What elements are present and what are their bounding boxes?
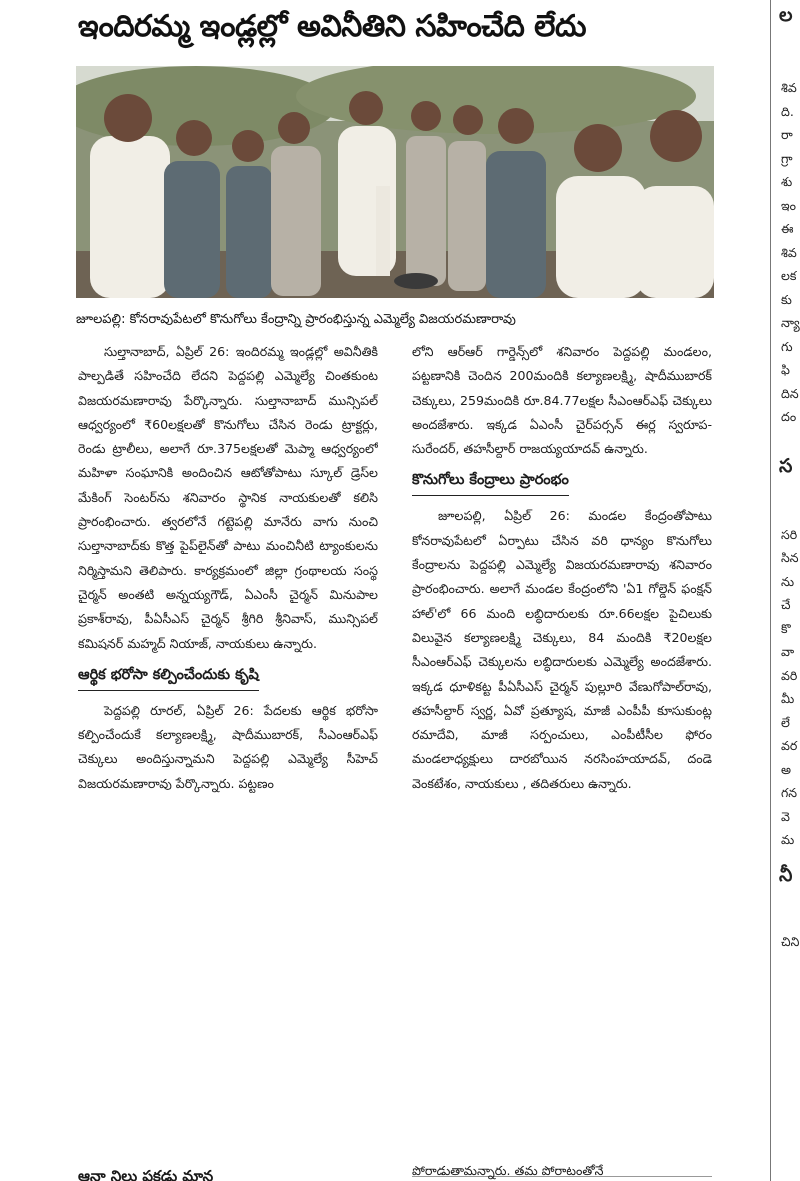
edge-line: కొ [781,620,791,636]
subheading-financial-support: ఆర్థిక భరోసా కల్పించేందుకు కృషి [78,662,259,691]
edge-line: ఈ [781,221,794,236]
edge-heading: ల [779,4,793,26]
edge-spacer [771,481,800,523]
crowd-illustration [76,66,714,298]
edge-spacer [771,890,800,930]
edge-line: లక [781,268,797,283]
edge-line: శు [781,174,793,189]
bottom-next-line: పోరాడుతామన్నారు. తమ పోరాటంతోనే [412,1163,604,1178]
edge-line: ఫి [781,362,790,377]
headline: ఇందిరమ్మ ఇండ్లల్లో అవినీతిని సహించేది లేదు [78,9,587,44]
edge-line: వె [781,808,790,824]
edge-line: కు [781,291,792,307]
edge-line: చే [781,597,791,612]
edge-line: వర [781,738,798,753]
article-body-julapalli: జూలపల్లి, ఏప్రిల్ 26: మండల కేంద్రంతోపాటు కోనరావుపేటలో ఏర్పాటు చేసిన వరి ధాన్యం కొనుగోలు కేంద్రాలను పెద్దపల్లి ఎమ్మెల్యే విజయరమణారావు శనివారం ప్రారంభించారు. అలాగే మండల కేంద్రంలోని 'ఏ1 గోల్డెన్ ఫంక్షన్ హాల్'లో 66 మంది లబ్ధిదారులకు రూ.66లక్షల పైచిలుకు విలువైన కల్యాణలక్ష్మి చెక్కులు, 84 మందికి ₹20లక్షల సీఎంఆర్ఎఫ్ చెక్కులను లబ్ధిదారులకు ఎమ్మెల్యే అందజేశారు. ఇక్కడ ధూళికట్ట పీఏసీఎస్ చైర్మన్ పుల్లూరి వేణుగోపాల్‌రావు, తహసీల్దార్ స్వర్ణ, ఏవో ప్రత్యూష, మాజీ ఎంపీపీ కూసుకుంట్ల రమాదేవి, మాజీ సర్పంచులు, ఎంపీటీసీల ఫోరం మండలాధ్యక్షులు దారబోయిన నరసింహయాదవ్, దండె వెంకటేశం, నాయకులు , తదితరులు ఉన్నారు. [412,508,712,791]
edge-line: సరి [781,526,798,542]
edge-heading: నీ [779,863,793,886]
edge-line: దం [781,409,797,424]
edge-line: చిని [781,933,800,949]
edge-line: ది. [781,103,794,119]
edge-spacer [771,30,800,76]
edge-line: గు [781,338,793,354]
bottom-cut-heading: ఆనా నిలు పకడు మాన [78,1168,214,1181]
edge-spacer [771,429,800,451]
edge-line: గన [781,785,798,800]
edge-line: ను [781,573,795,589]
edge-line: గ్రా [781,150,793,166]
edge-line: న్యా [781,315,800,330]
edge-heading: స [779,454,793,477]
edge-line: వరి [781,667,798,683]
edge-line: వా [781,644,795,659]
edge-line: దిన [781,385,799,401]
article-body-peddapalli: పెద్దపల్లి రూరల్, ఏప్రిల్ 26: పేదలకు ఆర్థిక భరోసా కల్పించేందుకే కల్యాణలక్ష్మి, షాదీముబారక్, సీఎంఆర్ఎఫ్ చెక్కులు అందిస్తున్నామని పెద్దపల్లి ఎమ్మెల్యే సీహెచ్ విజయరమణారావు పేర్కొన్నారు. పట్టణం [78,702,378,791]
article-body-sultanabad: సుల్తానాబాద్, ఏప్రిల్ 26: ఇందిరమ్మ ఇండ్లల్లో అవినీతికి పాల్పడితే సహించేది లేదని పెద్దపల్లి ఎమ్మెల్యే చింతకుంట విజయరమణారావు పేర్కొన్నారు. సుల్తానాబాద్ మున్సిపల్ ఆధ్వర్యంలో ₹60లక్షలతో కొనుగోలు చేసిన రెండు ట్రాక్టర్లు, రెండు ట్రాలీలు, అలాగే రూ.375లక్షలతో మెప్మా ఆధ్వర్యంలో మహిళా సంఘానికి అందించిన ఆటోతోపాటు స్కూల్ డ్రెస్‌ల మేకింగ్ సెంటర్‌ను శనివారం స్థానిక నాయకులతో కలిసి ప్రారంభించారు. త్వరలోనే గట్టెపల్లి మానేరు వాగు నుంచి సుల్తానాబాద్‌కు కొత్త పైప్‌లైన్‌తో పాటు మంచినీటి ట్యాంకులను నిర్మిస్తామని తెలిపారు. కార్యక్రమంలో జిల్లా గ్రంథాలయ సంస్థ చైర్మన్ అంతటి అన్నయ్యగౌడ్, ఏఎంసీ చైర్మన్ మినుపాల ప్రకాశ్‌రావు, పీఏసీఎస్ చైర్మన్ శ్రీగిరి శ్రీనివాస్, మున్సిపల్ కమిషనర్ మహ్మద్ నియాజ్, నాయకులు ఉన్నారు. [78,344,378,651]
left-column [78,340,378,1170]
edge-line: మ [781,832,795,847]
edge-line: మీ [781,691,795,706]
edge-line: రా [781,127,793,142]
photo-caption: జూలపల్లి: కోనరావుపేటలో కొనుగోలు కేంద్రాన్ని ప్రారంభిస్తున్న ఎమ్మెల్యే విజయరమణారావు [76,312,516,327]
edge-line: అ [781,761,792,777]
adjacent-column-edge [770,0,800,1181]
edge-line: లే [781,714,790,730]
subheading-purchase-centres: కొనుగోలు కేంద్రాలు ప్రారంభం [412,467,569,496]
edge-line: ఇం [781,197,796,213]
edge-line: సిన [781,550,799,565]
middle-column [412,340,712,1170]
edge-line: శివ [781,244,797,260]
article-body-continued: లోని ఆర్ఆర్ గార్డెన్స్‌లో శనివారం పెద్దపల్లి మండలం, పట్టణానికి చెందిన 200మందికి కల్యాణలక్ష్మి, షాదీముబారక్ చెక్కులు, 259మందికి రూ.84.77లక్షల సీఎంఆర్ఎఫ్ చెక్కులు అందజేశారు. ఇక్కడ ఏఎంసీ చైర్‌పర్సన్ ఈర్ల స్వరూప-సురేందర్, తహసీల్దార్ రాజయ్యయాదవ్ ఉన్నారు. [412,344,712,457]
news-photo [76,66,714,298]
edge-line: శివ [781,80,797,95]
